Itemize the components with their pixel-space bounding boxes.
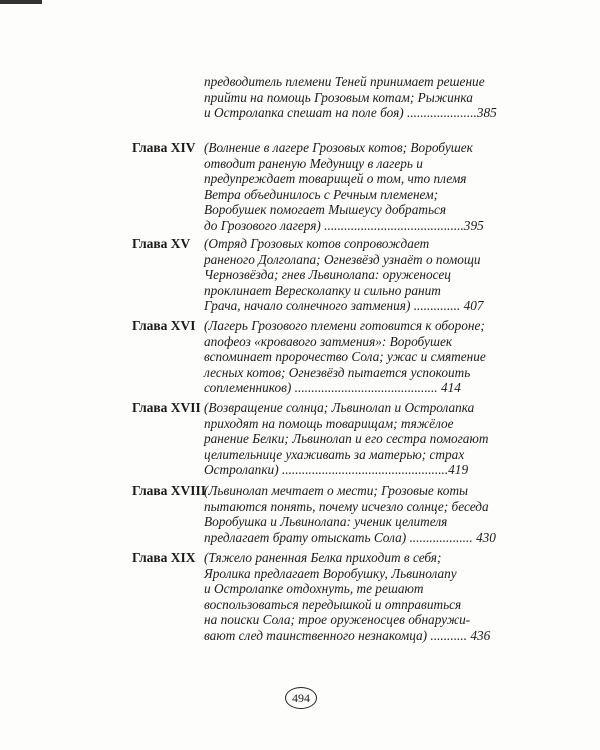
summary-line: (Лагерь Грозового племени готовится к обороне;: [204, 318, 485, 333]
summary-line: Воробушек помогает Мышеусу добраться: [204, 202, 447, 218]
page-number: 494: [285, 687, 317, 709]
chapter-summary: [204, 483, 504, 545]
summary-line: прийти на помощь Грозовым котам; Рыжинка: [204, 89, 473, 105]
summary-line: предупреждает товарищей о том, что племя: [204, 171, 467, 187]
top-edge-mark: [0, 0, 42, 4]
chapter-summary: [204, 140, 504, 234]
summary-line: воспользоваться передышкой и отправиться: [204, 596, 462, 612]
summary-line: пытаются понять, почему исчезло солнце; беседа: [204, 498, 489, 514]
summary-line: отводит раненую Медуницу в лагерь и: [204, 155, 423, 171]
summary-line: Ветра объединилось с Речным племенем;: [204, 186, 439, 202]
summary-line: и Остролапка спешат на поле боя) .....................385: [204, 105, 497, 121]
summary-line: предлагает брату отыскать Сола) ................... 430: [204, 529, 496, 545]
chapter-summary: [204, 318, 504, 396]
summary-line: целительнице ухаживать за матерью; страх: [204, 446, 465, 462]
summary-line: на поиски Сола; трое оруженосцев обнаружи-: [204, 612, 471, 628]
summary-line: раненого Долголапа; Огнезвёзд узнаёт о помощи: [204, 251, 481, 267]
summary-line: до Грозового лагеря) ..........................................395: [204, 217, 484, 233]
summary-line: и Остролапке отдохнуть, те решают: [204, 581, 424, 597]
continued-chapter-summary: [204, 74, 504, 121]
chapter-label: Глава XV: [132, 236, 191, 251]
chapter-label: Глава XVI: [132, 318, 196, 333]
chapter-summary: [204, 550, 504, 644]
summary-line: предводитель племени Теней принимает решение: [204, 74, 485, 89]
summary-line: вспоминает пророчество Сола; ужас и смятение: [204, 349, 486, 365]
summary-line: ранение Белки; Львинолап и его сестра помогают: [204, 431, 489, 447]
chapter-label: Глава XIV: [132, 140, 196, 155]
summary-line: (Отряд Грозовых котов сопровождает: [204, 236, 430, 251]
summary-line: (Возвращение солнца; Львинолап и Остролапка: [204, 400, 475, 415]
summary-line: Остролапки) ..................................................419: [204, 462, 469, 478]
chapter-label: Глава XVIII: [132, 483, 207, 498]
chapter-label: Глава XVII: [132, 400, 201, 415]
summary-line: Воробушка и Львинолапа: ученик целителя: [204, 514, 448, 530]
summary-line: Яролика предлагает Воробушку, Львинолапу: [204, 565, 457, 581]
summary-line: лесных котов; Огнезвёзд пытается успокоить: [204, 364, 471, 380]
summary-line: (Волнение в лагере Грозовых котов; Воробушек: [204, 140, 473, 155]
summary-line: Грача, начало солнечного затмения) .............. 407: [204, 298, 484, 314]
summary-line: вают след таинственного незнакомца) ........... 436: [204, 627, 491, 643]
chapter-summary: [204, 236, 504, 314]
chapter-label: Глава XIX: [132, 550, 196, 565]
summary-line: (Львинолап мечтает о мести; Грозовые коты: [204, 483, 469, 498]
summary-line: апофеоз «кровавого затмения»: Воробушек: [204, 333, 453, 349]
summary-line: Чернозвёзда; гнев Львинолапа: оруженосец: [204, 267, 451, 283]
summary-line: (Тяжело раненная Белка приходит в себя;: [204, 550, 442, 565]
summary-line: соплеменников) ........................................... 414: [204, 380, 461, 396]
chapter-summary: [204, 400, 504, 478]
summary-line: приходят на помощь товарищам; тяжёлое: [204, 415, 454, 431]
summary-line: проклинает Вересколапку и сильно ранит: [204, 282, 441, 298]
